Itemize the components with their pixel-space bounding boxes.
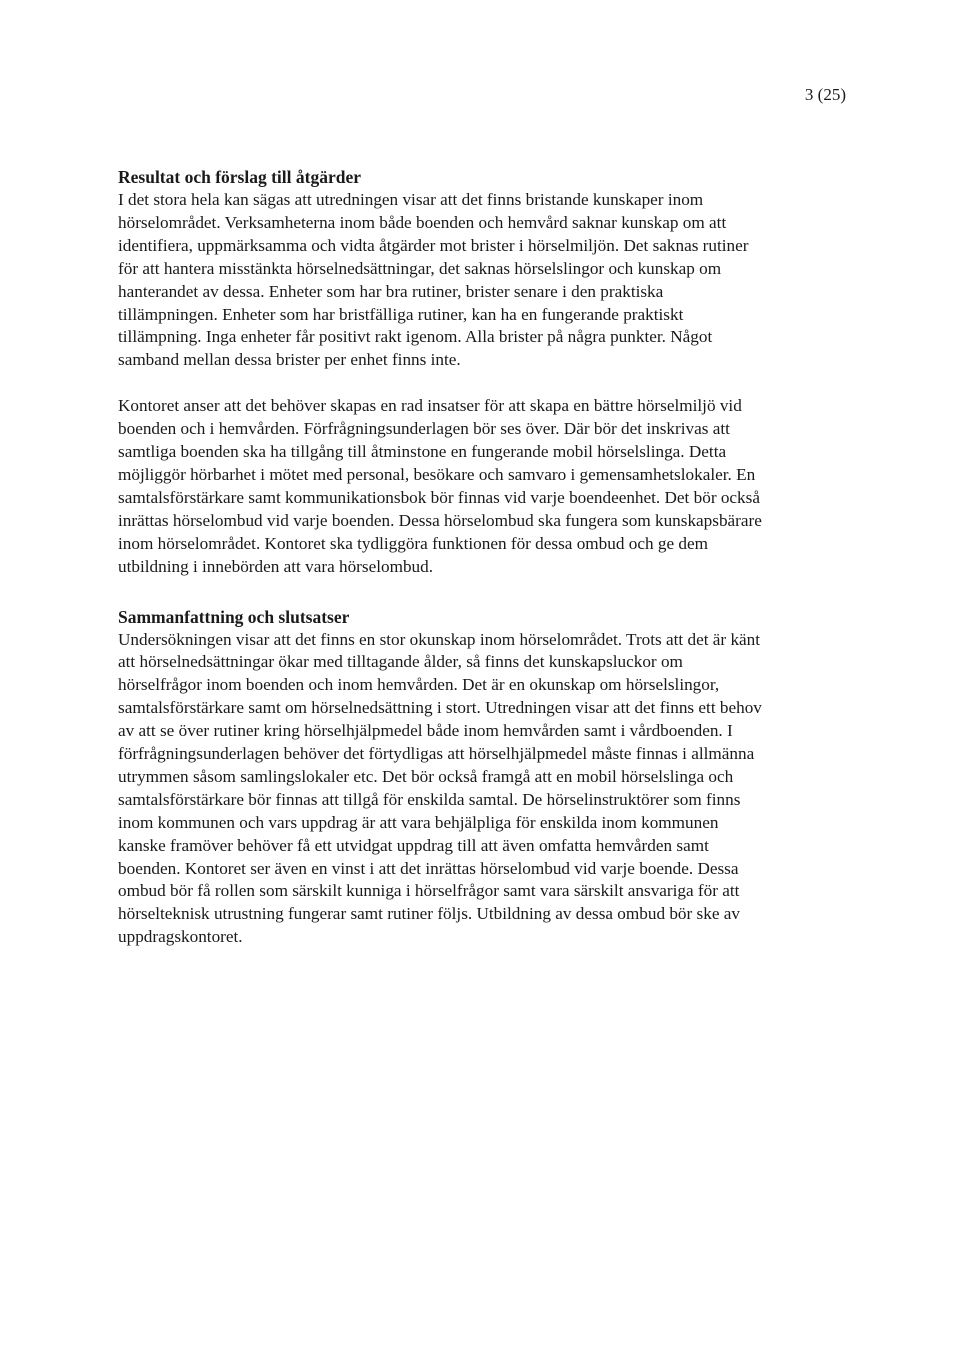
section-results xyxy=(118,166,843,579)
section-heading-summary: Sammanfattning och slutsatser xyxy=(118,606,350,627)
text-line: hörselteknisk utrustning fungerar samt rutiner följs. Utbildning av dessa ombud bör ske av xyxy=(118,904,740,924)
text-line: kanske framöver behöver få ett utvidgat uppdrag till att även omfatta hemvården samt xyxy=(118,835,709,855)
text-line: för att hantera misstänkta hörselnedsättningar, det saknas hörselslingor och kunskap om xyxy=(118,258,722,278)
text-line: inrättas hörselombud vid varje boenden. Dessa hörselombud ska fungera som kunskapsbärare xyxy=(118,510,762,530)
text-line: boenden. Kontoret ser även en vinst i att det inrättas hörselombud vid varje boende. Dessa xyxy=(118,858,739,878)
text-line: möjliggör hörbarhet i mötet med personal, besökare och samvaro i gemensamhetslokaler. En xyxy=(118,464,756,484)
text-line: samband mellan dessa brister per enhet finns inte. xyxy=(118,350,461,370)
text-line: utrymmen såsom samlingslokaler etc. Det bör också framgå att en mobil hörselslinga och xyxy=(118,766,734,786)
text-line: samtliga boenden ska ha tillgång till åtminstone en fungerande mobil hörselslinga. Detta xyxy=(118,442,727,462)
document-body xyxy=(118,166,843,949)
text-line: av att se över rutiner kring hörselhjälpmedel både inom hemvården samt i vårdboenden. I xyxy=(118,721,733,741)
text-line: hörselområdet. Verksamheterna inom både boenden och hemvård saknar kunskap om att xyxy=(118,212,727,232)
text-line: Kontoret anser att det behöver skapas en rad insatser för att skapa en bättre hörselmiljö vid xyxy=(118,396,742,416)
section-spacer xyxy=(118,579,843,606)
text-line: tillämpningen. Enheter som har bristfälliga rutiner, kan ha en fungerande praktiskt xyxy=(118,304,684,324)
text-line: ombud bör få rollen som särskilt kunniga i hörselfrågor samt vara särskilt ansvariga för att xyxy=(118,881,740,901)
text-line: samtalsförstärkare bör finnas att tillgå för enskilda samtal. De hörselinstruktörer som finns xyxy=(118,789,741,809)
text-line: förfrågningsunderlagen behöver det förtydligas att hörselhjälpmedel måste finnas i allmänna xyxy=(118,744,755,764)
paragraph-results-1 xyxy=(118,189,843,372)
text-line: identifiera, uppmärksamma och vidta åtgärder mot brister i hörselmiljön. Det saknas rutiner xyxy=(118,235,749,255)
text-line: samtalsförstärkare samt kommunikationsbok bör finnas vid varje boendeenhet. Det bör också xyxy=(118,487,760,507)
text-line: inom kommunen och vars uppdrag är att vara behjälpliga för enskilda inom kommunen xyxy=(118,812,719,832)
text-line: hanterandet av dessa. Enheter som har bra rutiner, brister senare i den praktiska xyxy=(118,281,664,301)
paragraph-spacer xyxy=(118,372,843,395)
text-line: uppdragskontoret. xyxy=(118,927,243,947)
paragraph-summary-1 xyxy=(118,629,843,950)
section-summary xyxy=(118,606,843,950)
text-line: tillämpning. Inga enheter får positivt rakt igenom. Alla brister på några punkter. Något xyxy=(118,327,713,347)
paragraph-results-2 xyxy=(118,395,843,578)
section-heading-results: Resultat och förslag till åtgärder xyxy=(118,167,362,187)
text-line: Undersökningen visar att det finns en stor okunskap inom hörselområdet. Trots att det är känt xyxy=(118,629,761,649)
text-line: utbildning i innebörden att vara hörselombud. xyxy=(118,556,434,576)
text-line: samtalsförstärkare samt om hörselnedsättning i stort. Utredningen visar att det finns ett behov xyxy=(118,698,762,718)
text-line: inom hörselområdet. Kontoret ska tydliggöra funktionen för dessa ombud och ge dem xyxy=(118,533,708,553)
text-line: att hörselnedsättningar ökar med tilltagande ålder, så finns det kunskapsluckor om xyxy=(118,652,683,672)
page-number: 3 (25) xyxy=(804,85,846,104)
text-line: hörselfrågor inom boenden och inom hemvården. Det är en okunskap om hörselslingor, xyxy=(118,675,720,695)
text-line: boenden och i hemvården. Förfrågningsunderlagen bör ses över. Där bör det inskrivas att xyxy=(118,419,730,439)
text-line: I det stora hela kan sägas att utredningen visar att det finns bristande kunskaper inom xyxy=(118,190,704,209)
